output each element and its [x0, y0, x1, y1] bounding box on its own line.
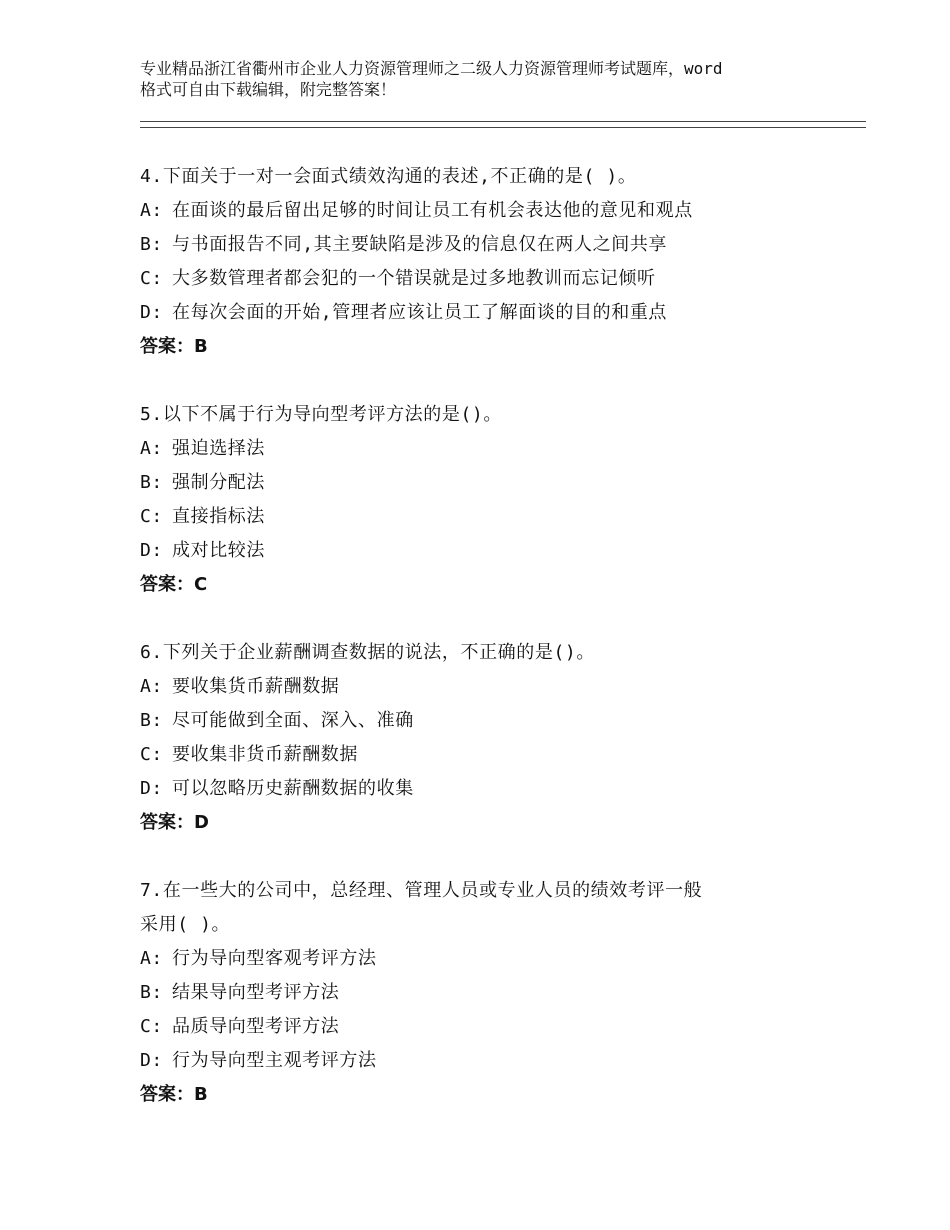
question-stem: 5.以下不属于行为导向型考评方法的是()。: [140, 404, 502, 425]
option-a: [140, 670, 860, 704]
option-text: 结果导向型考评方法: [172, 982, 340, 1003]
header-line-1: 专业精品浙江省衢州市企业人力资源管理师之二级人力资源管理师考试题库，word: [140, 59, 723, 78]
option-text: 在面谈的最后留出足够的时间让员工有机会表达他的意见和观点: [172, 200, 693, 221]
option-key: D:: [140, 1050, 163, 1071]
option-a: [140, 432, 860, 466]
option-b: [140, 976, 860, 1010]
option-key: C:: [140, 744, 163, 765]
option-c: [140, 1010, 860, 1044]
answer-line: 答案：B: [140, 1084, 208, 1105]
option-key: D:: [140, 302, 163, 323]
option-key: B:: [140, 472, 163, 493]
option-key: A:: [140, 676, 163, 697]
header-divider: [140, 121, 866, 128]
option-c: [140, 262, 860, 296]
option-a: [140, 942, 860, 976]
option-b: [140, 228, 860, 262]
option-d: [140, 296, 860, 330]
option-key: D:: [140, 778, 163, 799]
option-b: [140, 466, 860, 500]
answer-line: 答案：B: [140, 336, 208, 357]
question-list: [140, 160, 860, 1146]
question-stem: 4.下面关于一对一会面式绩效沟通的表述,不正确的是( )。: [140, 166, 637, 187]
option-key: B:: [140, 710, 163, 731]
option-text: 要收集货币薪酬数据: [172, 676, 340, 697]
option-text: 直接指标法: [172, 506, 265, 527]
option-text: 强制分配法: [172, 472, 265, 493]
option-d: [140, 1044, 860, 1078]
option-text: 行为导向型主观考评方法: [172, 1050, 377, 1071]
question-4: [140, 160, 860, 364]
option-text: 在每次会面的开始,管理者应该让员工了解面谈的目的和重点: [172, 302, 668, 323]
option-text: 与书面报告不同,其主要缺陷是涉及的信息仅在两人之间共享: [172, 234, 668, 255]
option-text: 强迫选择法: [172, 438, 265, 459]
question-stem-continued: 采用( )。: [140, 914, 231, 935]
option-key: D:: [140, 540, 163, 561]
header-line-2: 格式可自由下载编辑，附完整答案！: [140, 80, 397, 99]
question-stem: 7.在一些大的公司中，总经理、管理人员或专业人员的绩效考评一般: [140, 880, 703, 901]
option-c: [140, 738, 860, 772]
option-d: [140, 534, 860, 568]
option-text: 可以忽略历史薪酬数据的收集: [172, 778, 414, 799]
option-key: C:: [140, 506, 163, 527]
option-key: A:: [140, 438, 163, 459]
option-d: [140, 772, 860, 806]
option-text: 大多数管理者都会犯的一个错误就是过多地教训而忘记倾听: [172, 268, 656, 289]
option-key: A:: [140, 948, 163, 969]
question-6: [140, 636, 860, 840]
option-b: [140, 704, 860, 738]
option-text: 行为导向型客观考评方法: [172, 948, 377, 969]
question-stem: 6.下列关于企业薪酬调查数据的说法，不正确的是()。: [140, 642, 595, 663]
question-5: [140, 398, 860, 602]
option-text: 要收集非货币薪酬数据: [172, 744, 358, 765]
question-7: [140, 874, 860, 1112]
option-text: 尽可能做到全面、深入、准确: [172, 710, 414, 731]
option-key: B:: [140, 234, 163, 255]
option-c: [140, 500, 860, 534]
answer-line: 答案：C: [140, 574, 208, 595]
document-header: [140, 58, 840, 100]
option-key: B:: [140, 982, 163, 1003]
option-key: C:: [140, 268, 163, 289]
option-key: A:: [140, 200, 163, 221]
option-text: 品质导向型考评方法: [172, 1016, 340, 1037]
option-text: 成对比较法: [172, 540, 265, 561]
answer-line: 答案：D: [140, 812, 209, 833]
option-key: C:: [140, 1016, 163, 1037]
option-a: [140, 194, 860, 228]
